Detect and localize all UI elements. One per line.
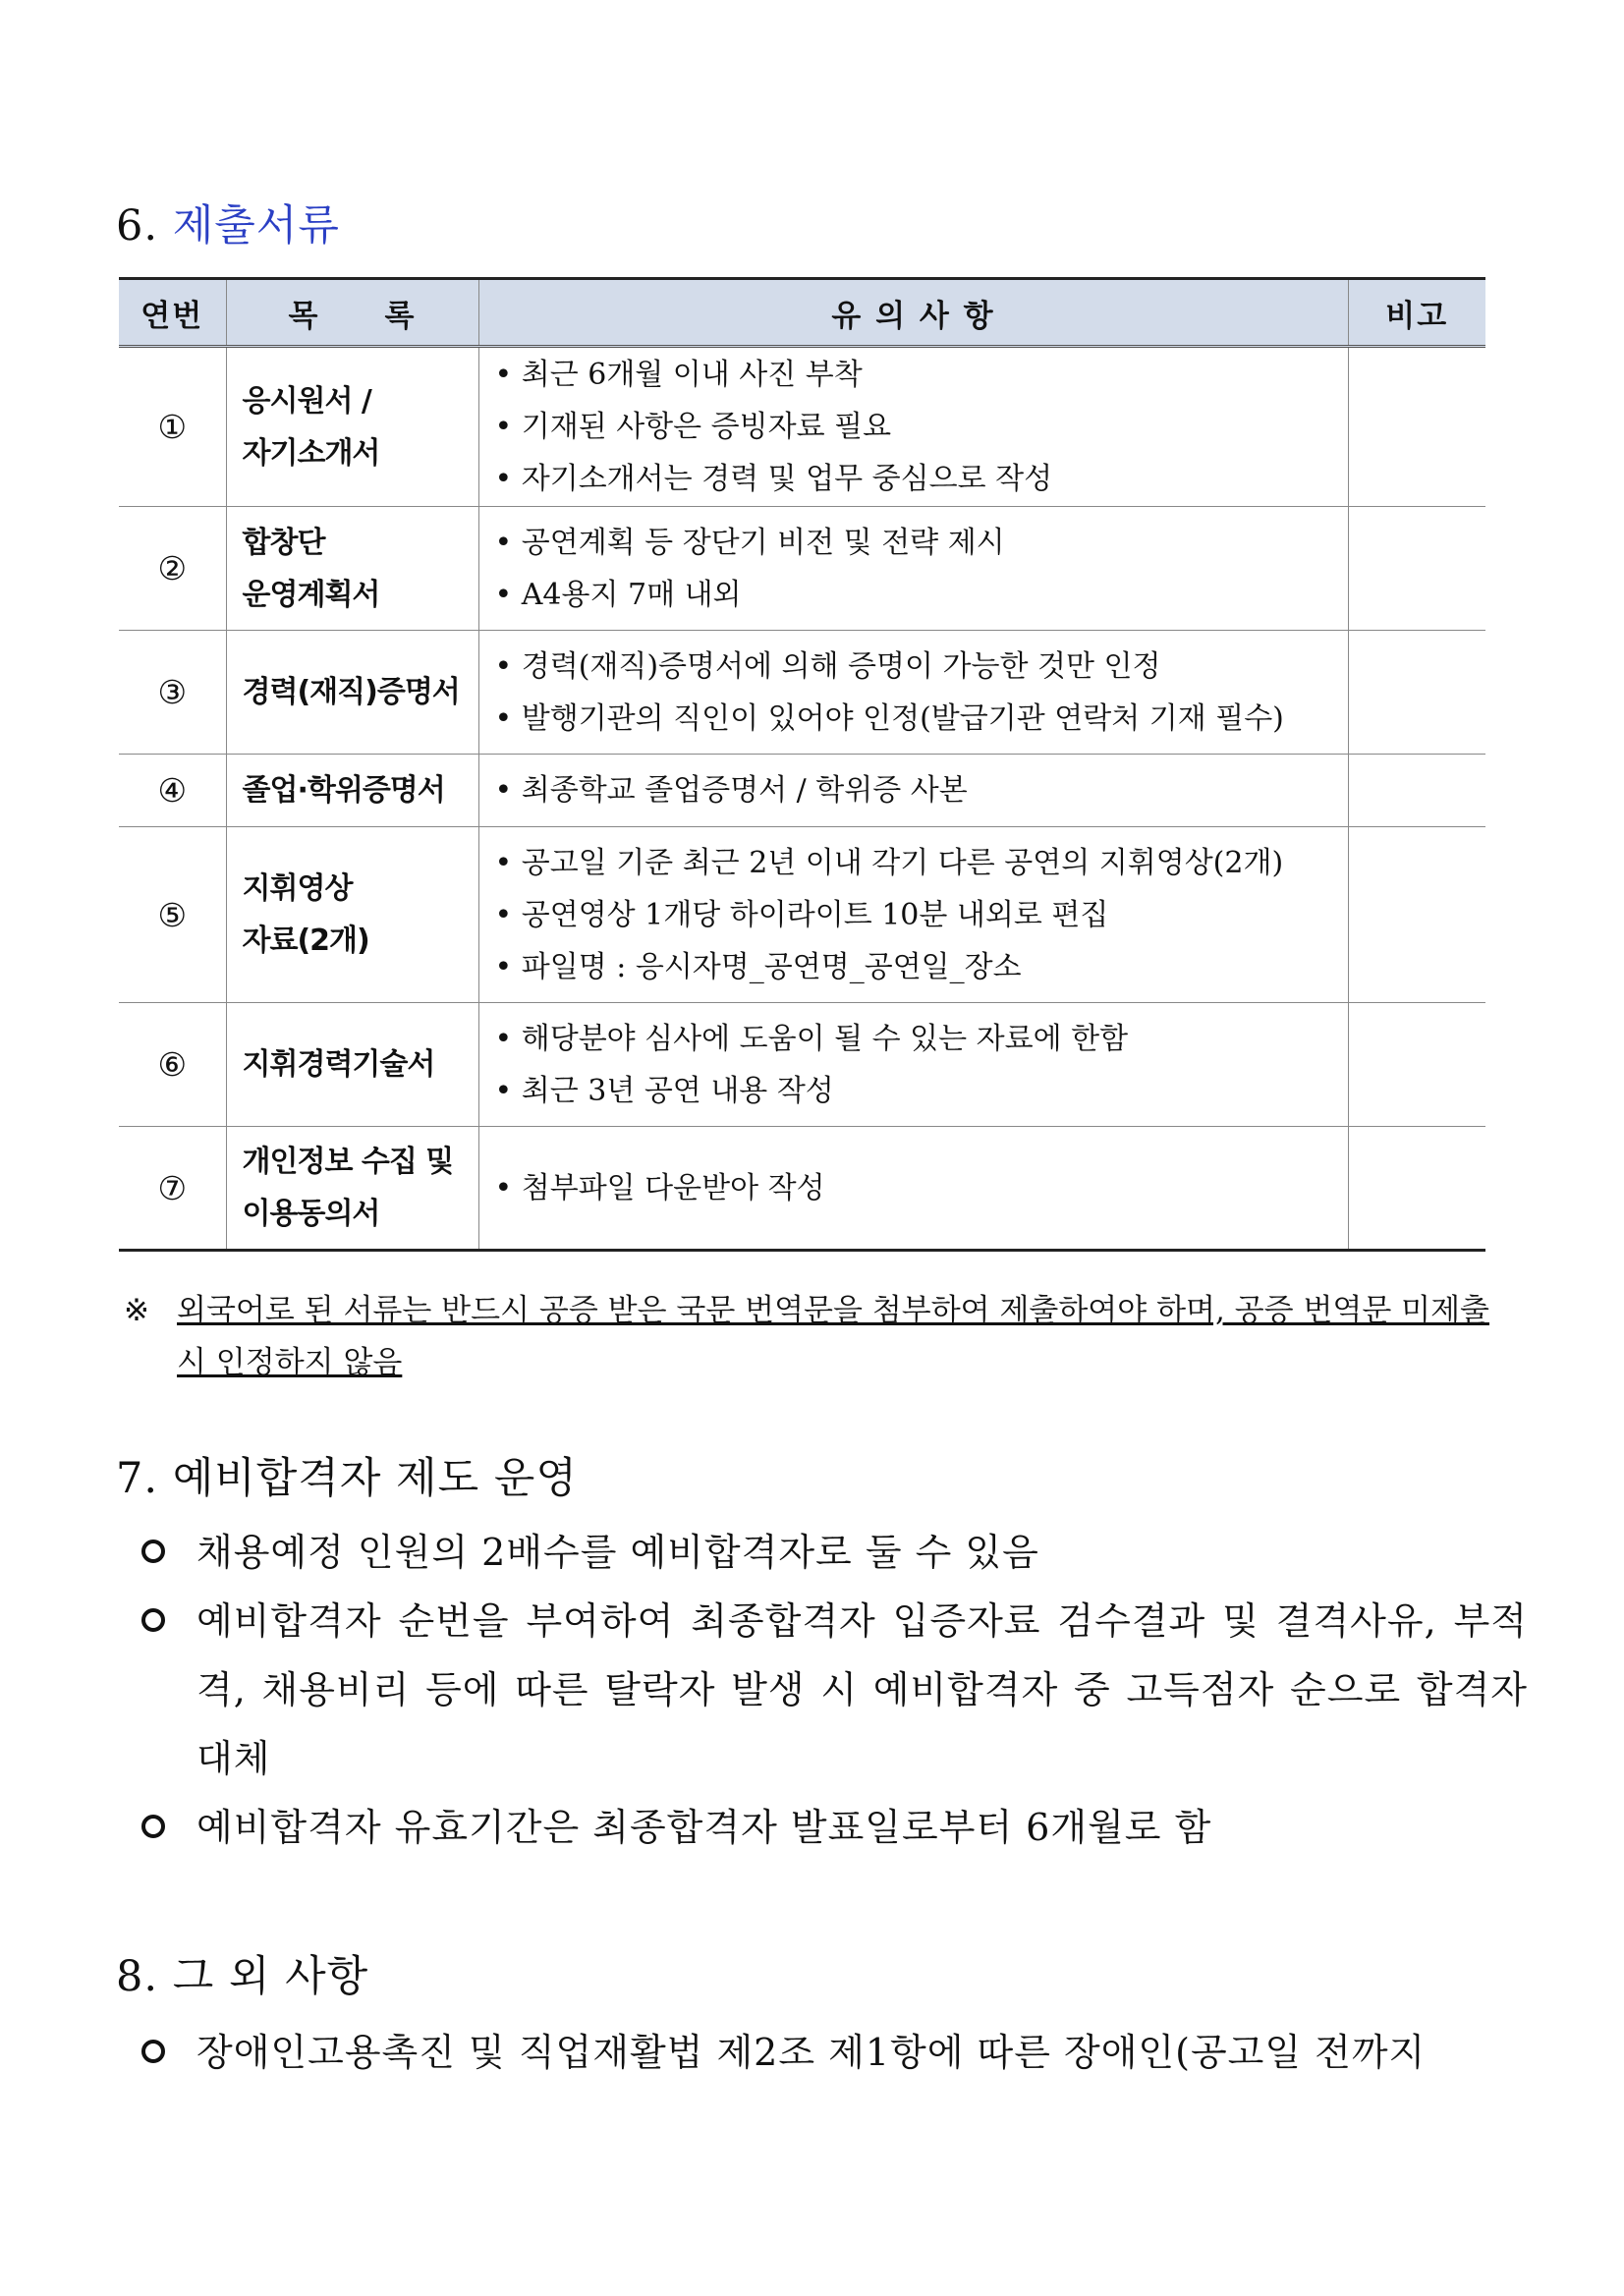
section-8-list xyxy=(138,2018,1528,2087)
row-number: ① xyxy=(119,347,226,507)
row-item xyxy=(226,755,478,827)
list-item-text: 예비합격자 순번을 부여하여 최종합격자 입증자료 검수결과 및 결격사유, 부적격, 채용비리 등에 따른 탈락자 발생 시 예비합격자 중 고득점자 순으로 합격자 대체 xyxy=(196,1599,1528,1780)
table-row xyxy=(119,755,1485,827)
note-line: • 공연계획 등 장단기 비전 및 전략 제시 xyxy=(494,525,1005,560)
row-remark xyxy=(1348,507,1485,631)
row-notes xyxy=(478,347,1348,507)
section-7-list xyxy=(138,1518,1528,1862)
row-remark xyxy=(1348,1003,1485,1127)
item-line: 지휘경력기술서 xyxy=(242,1047,435,1082)
table-row xyxy=(119,1127,1485,1251)
item-line: 운영계획서 xyxy=(242,577,380,612)
table-row xyxy=(119,631,1485,755)
note-line: • 최종학교 졸업증명서 / 학위증 사본 xyxy=(494,773,968,808)
header-item: 목 록 xyxy=(226,279,478,347)
row-number: ② xyxy=(119,507,226,631)
note-line: • 첨부파일 다운받아 작성 xyxy=(494,1170,825,1205)
circle-bullet-icon xyxy=(141,1608,165,1632)
table-header-row xyxy=(119,279,1485,347)
note-line: • 공연영상 1개당 하이라이트 10분 내외로 편집 xyxy=(494,897,1109,932)
table-row xyxy=(119,507,1485,631)
item-line: 지휘영상 xyxy=(242,871,353,906)
item-line: 졸업·학위증명서 xyxy=(242,773,445,808)
item-line: 자기소개서 xyxy=(242,435,380,471)
note-line: • 해당분야 심사에 도움이 될 수 있는 자료에 한함 xyxy=(494,1021,1129,1056)
circle-bullet-icon xyxy=(141,1815,165,1838)
item-line: 경력(재직)증명서 xyxy=(242,675,460,709)
row-notes xyxy=(478,631,1348,755)
row-number: ⑦ xyxy=(119,1127,226,1251)
note-line: • 경력(재직)증명서에 의해 증명이 가능한 것만 인정 xyxy=(494,648,1161,684)
row-item xyxy=(226,1003,478,1127)
note-line: • A4용지 7매 내외 xyxy=(494,577,742,612)
list-item-text: 예비합격자 유효기간은 최종합격자 발표일로부터 6개월로 함 xyxy=(196,1806,1212,1849)
row-notes xyxy=(478,1003,1348,1127)
note-line: • 파일명 : 응시자명_공연명_공연일_장소 xyxy=(494,949,1022,984)
list-item xyxy=(138,2018,1528,2087)
section-6-heading xyxy=(116,193,340,252)
row-item xyxy=(226,631,478,755)
item-line: 이용동의서 xyxy=(242,1197,380,1231)
item-line: 합창단 xyxy=(242,525,325,560)
note-line: • 발행기관의 직인이 있어야 인정(발급기관 연락처 기재 필수) xyxy=(494,700,1284,736)
circle-bullet-icon xyxy=(141,1540,165,1563)
documents-table xyxy=(119,277,1485,1252)
footnote-text: 외국어로 된 서류는 반드시 공증 받은 국문 번역문을 첨부하여 제출하여야 하며, 공증 번역문 미제출시 인정하지 않음 xyxy=(177,1293,1489,1380)
row-number: ⑥ xyxy=(119,1003,226,1127)
note-line: • 자기소개서는 경력 및 업무 중심으로 작성 xyxy=(494,462,1053,496)
table-row xyxy=(119,347,1485,507)
note-line: • 공고일 기준 최근 2년 이내 각기 다른 공연의 지휘영상(2개) xyxy=(494,845,1284,880)
row-notes xyxy=(478,827,1348,1003)
header-notes: 유 의 사 항 xyxy=(478,279,1348,347)
row-number: ④ xyxy=(119,755,226,827)
section-7-heading: 7. 예비합격자 제도 운영 xyxy=(116,1454,578,1503)
section-8-heading: 8. 그 외 사항 xyxy=(116,1952,369,2001)
item-line: 개인정보 수집 및 xyxy=(242,1145,454,1179)
row-number: ③ xyxy=(119,631,226,755)
row-notes xyxy=(478,507,1348,631)
row-item xyxy=(226,507,478,631)
list-item xyxy=(138,1518,1528,1587)
row-notes xyxy=(478,755,1348,827)
header-number: 연번 xyxy=(119,279,226,347)
list-item xyxy=(138,1793,1528,1862)
list-item-text: 장애인고용촉진 및 직업재활법 제2조 제1항에 따른 장애인(공고일 전까지 xyxy=(196,2031,1427,2074)
row-item xyxy=(226,347,478,507)
row-remark xyxy=(1348,755,1485,827)
item-line: 응시원서 / xyxy=(242,383,371,419)
note-line: • 최근 6개월 이내 사진 부착 xyxy=(494,358,863,392)
table-row xyxy=(119,1003,1485,1127)
circle-bullet-icon xyxy=(141,2040,165,2063)
note-line: • 기재된 사항은 증빙자료 필요 xyxy=(494,410,892,444)
row-number: ⑤ xyxy=(119,827,226,1003)
row-item xyxy=(226,827,478,1003)
row-item xyxy=(226,1127,478,1251)
footnote xyxy=(124,1285,1489,1389)
row-remark xyxy=(1348,1127,1485,1251)
section-6-title: 제출서류 xyxy=(172,201,340,251)
note-line: • 최근 3년 공연 내용 작성 xyxy=(494,1073,834,1108)
section-6-number: 6. xyxy=(116,201,159,251)
item-line: 자료(2개) xyxy=(242,924,369,958)
footnote-mark: ※ xyxy=(124,1293,149,1328)
row-remark xyxy=(1348,347,1485,507)
table-row xyxy=(119,827,1485,1003)
list-item-text: 채용예정 인원의 2배수를 예비합격자로 둘 수 있음 xyxy=(196,1531,1039,1574)
list-item xyxy=(138,1587,1528,1793)
row-remark xyxy=(1348,631,1485,755)
row-notes xyxy=(478,1127,1348,1251)
row-remark xyxy=(1348,827,1485,1003)
header-remark: 비고 xyxy=(1348,279,1485,347)
